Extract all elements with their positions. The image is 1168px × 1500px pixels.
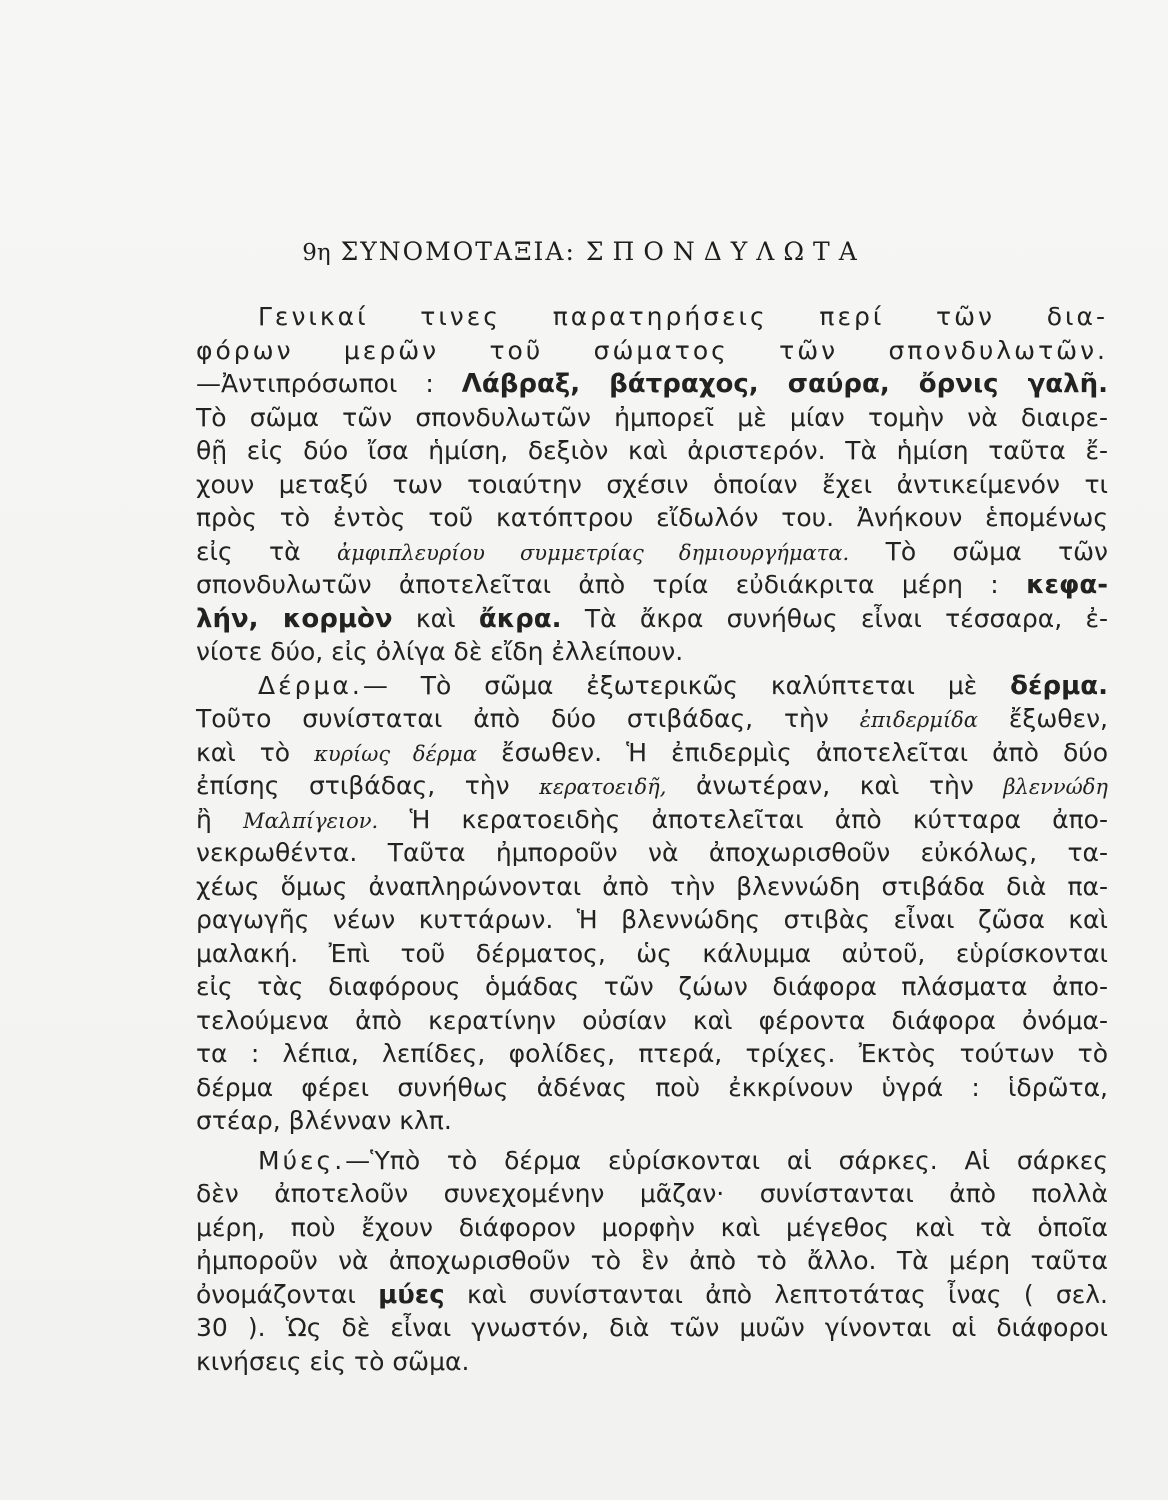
- section-label-skin: Δέρμα.: [258, 670, 363, 700]
- text-line: [196, 535, 1108, 569]
- section-label-muscles: Μύες.: [258, 1145, 346, 1175]
- text-run: ἐπίσης στιβάδας, τὴν: [196, 771, 510, 800]
- text-line: πρὸς τὸ ἐντὸς τοῦ κατόπτρου εἴδωλόν του. Ἀνήκουν ἑπομένως: [196, 503, 1108, 532]
- text-line: [196, 702, 1108, 736]
- emphasis-term: Μαλπίγειον.: [243, 808, 379, 833]
- chapter-title-group: ΣΠΟΝΔΥΛΩΤΑ: [585, 237, 866, 266]
- emphasis-term: κερατοειδῆ,: [539, 775, 667, 799]
- text-line: ραγωγῆς νέων κυττάρων. Ἡ βλεννώδης στιβὰς εἶναι ζῶσα καὶ: [196, 905, 1108, 934]
- text-line: [196, 669, 1108, 703]
- chapter-number: 9η: [302, 240, 331, 266]
- text-run: καὶ: [415, 603, 456, 633]
- text-line: χουν μεταξύ των τοιαύτην σχέσιν ὁποίαν ἔχει ἀντικείμενόν τι: [196, 469, 1108, 499]
- text-line: [196, 602, 1108, 636]
- representatives-list: Λάβραξ, βάτραχος, σαύρα, ὄρνις γαλῆ.: [461, 369, 1109, 399]
- text-line: [196, 769, 1108, 803]
- text-line: Τὸ σῶμα τῶν σπονδυλωτῶν ἠμπορεῖ μὲ μίαν τομὴν νὰ διαιρε-: [196, 402, 1108, 432]
- text-line: εἰς τὰς διαφόρους ὁμάδας τῶν ζώων διάφορα πλάσματα ἀπο-: [196, 972, 1108, 1001]
- text-run: —Ὑπὸ τὸ δέρμα εὑρίσκονται αἱ σάρκες. Αἱ σάρκες: [345, 1145, 1108, 1175]
- emphasis-term: ἐπιδερμίδα: [859, 708, 978, 732]
- text-run: εἰς τὰ: [196, 536, 301, 566]
- text-line: ἠμποροῦν νὰ ἀποχωρισθοῦν τὸ ἓν ἀπὸ τὸ ἄλλο. Τὰ μέρη ταῦτα: [196, 1246, 1108, 1275]
- text-line: μαλακή. Ἐπὶ τοῦ δέρματος, ὡς κάλυμμα αὐτοῦ, εὑρίσκονται: [196, 938, 1108, 968]
- bold-term: κεφα-: [1026, 570, 1108, 600]
- text-run: καὶ τὸ: [196, 737, 291, 767]
- body-text: [196, 300, 1108, 1378]
- text-line: κινήσεις εἰς τὸ σῶμα.: [196, 1346, 470, 1376]
- text-line: [196, 803, 1108, 837]
- text-run: Ἡ κερατοειδὴς ἀποτελεῖται ἀπὸ κύτταρα ἀπο-: [409, 804, 1108, 834]
- text-run: Τὰ ἄκρα συνήθως εἶναι τέσσαρα, ἐ-: [584, 603, 1108, 633]
- text-run: ὀνομάζονται: [196, 1279, 356, 1309]
- representatives-label: —Ἀντιπρόσωποι :: [196, 369, 434, 398]
- text-line: τελούμενα ἀπὸ κερατίνην οὐσίαν καὶ φέροντα διάφορα ὀνόμα-: [196, 1005, 1108, 1035]
- chapter-heading: [0, 237, 1168, 266]
- emphasis-term: κυρίως δέρμα: [314, 741, 478, 766]
- text-run: Τὸ σῶμα τῶν: [885, 536, 1109, 566]
- text-line: φόρων μερῶν τοῦ σώματος τῶν σπονδυλωτῶν.: [196, 335, 1108, 365]
- text-run: ἔσωθεν. Ἡ ἐπιδερμὶς ἀποτελεῖται ἀπὸ δύο: [501, 737, 1109, 767]
- paragraph-general-remarks: [196, 300, 1108, 669]
- text-line: 30 ). Ὡς δὲ εἶναι γνωστόν, διὰ τῶν μυῶν γίνονται αἱ διάφοροι: [196, 1313, 1108, 1342]
- text-line: χέως ὅμως ἀναπληρώνονται ἀπὸ τὴν βλεννώδη στιβάδα διὰ πα-: [196, 871, 1108, 901]
- text-run: σπονδυλωτῶν ἀποτελεῖται ἀπὸ τρία εὐδιάκριτα μέρη :: [196, 570, 999, 599]
- text-line: δὲν ἀποτελοῦν συνεχομένην μᾶζαν· συνίστανται ἀπὸ πολλὰ: [196, 1179, 1108, 1208]
- text-line: [196, 568, 1108, 602]
- text-run: ἢ: [196, 804, 212, 834]
- text-line: [196, 1278, 1108, 1312]
- text-line: τα : λέπια, λεπίδες, φολίδες, πτερά, τρίχες. Ἐκτὸς τούτων τὸ: [196, 1039, 1108, 1068]
- text-line: θῇ εἰς δύο ἴσα ἡμίση, δεξιὸν καὶ ἀριστερόν. Τὰ ἡμίση ταῦτα ἔ-: [196, 436, 1108, 465]
- text-run: καὶ συνίστανται ἀπὸ λεπτοτάτας ἶνας ( σελ.: [466, 1279, 1108, 1309]
- paragraph-muscles: [196, 1144, 1108, 1379]
- emphasis-term: ἀμφιπλευρίου συμμετρίας δημιουργήματα.: [336, 540, 850, 565]
- text-line: [196, 367, 1108, 401]
- bold-term: ἄκρα.: [478, 603, 562, 634]
- text-line: δέρμα φέρει συνήθως ἀδένας ποὺ ἐκκρίνουν ὑγρά : ἱδρῶτα,: [196, 1072, 1108, 1102]
- text-run: ἔξωθεν,: [1008, 704, 1108, 733]
- bold-term: δέρμα.: [1010, 670, 1108, 701]
- text-line: νίοτε δύο, εἰς ὀλίγα δὲ εἴδη ἐλλείπουν.: [196, 637, 684, 666]
- paragraph-skin: [196, 669, 1108, 1138]
- text-run: ἀνωτέραν, καὶ τὴν: [695, 771, 974, 800]
- text-line: [196, 1144, 1108, 1178]
- text-line: νεκρωθέντα. Ταῦτα ἠμποροῦν νὰ ἀποχωρισθοῦν εὐκόλως, τα-: [196, 838, 1108, 867]
- text-line: στέαρ, βλένναν κλπ.: [196, 1106, 452, 1135]
- text-run: Τοῦτο συνίσταται ἀπὸ δύο στιβάδας, τὴν: [196, 704, 829, 733]
- text-line: Γενικαί τινες παρατηρήσεις περί τῶν δια-: [258, 302, 1108, 331]
- text-run: — Τὸ σῶμα ἐξωτερικῶς καλύπτεται μὲ: [362, 670, 978, 700]
- text-line: μέρη, ποὺ ἔχουν διάφορον μορφὴν καὶ μέγεθος καὶ τὰ ὁποῖα: [196, 1212, 1108, 1242]
- emphasis-term: βλεννώδη: [1003, 775, 1109, 799]
- chapter-title-classification: ΣΥΝΟΜΟΤΑΞΙΑ:: [340, 237, 576, 266]
- bold-term: λήν, κορμὸν: [196, 603, 393, 634]
- bold-term: μύες: [378, 1279, 445, 1310]
- text-line: [196, 736, 1108, 770]
